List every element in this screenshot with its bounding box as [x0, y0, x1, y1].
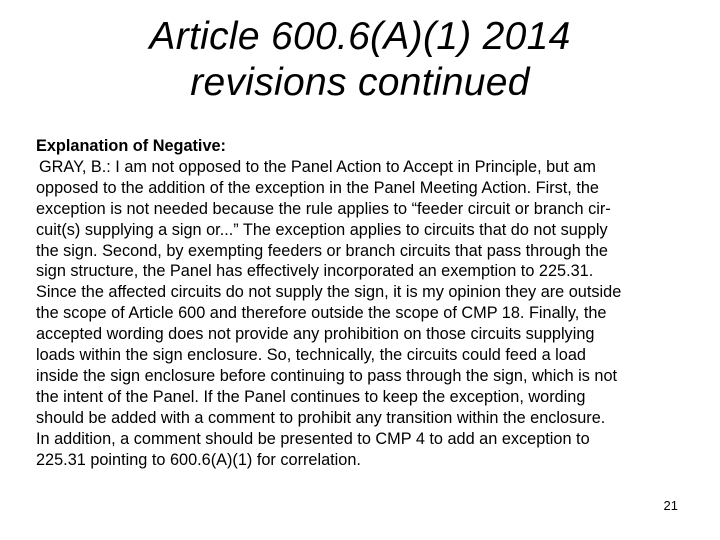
body-line: should be added with a comment to prohibit any transition within the enclosure. — [36, 408, 606, 427]
body-line: cuit(s) supplying a sign or...” The exception applies to circuits that do not supply — [36, 220, 608, 239]
title-line-2: revisions continued — [190, 61, 530, 104]
body-line: 225.31 pointing to 600.6(A)(1) for correlation. — [36, 450, 361, 469]
body-line: inside the sign enclosure before continuing to pass through the sign, which is not — [36, 366, 618, 385]
body-line: In addition, a comment should be presented to CMP 4 to add an exception to — [36, 429, 590, 448]
title-line-1: Article 600.6(A)(1) 2014 — [149, 15, 571, 58]
explanation-text — [36, 136, 696, 471]
body-line: the intent of the Panel. If the Panel continues to keep the exception, wording — [36, 387, 586, 406]
body-line: accepted wording does not provide any prohibition on those circuits supplying — [36, 325, 595, 344]
body-line: the sign. Second, by exempting feeders or branch circuits that pass through the — [36, 241, 608, 260]
body-line: GRAY, B.: I am not opposed to the Panel Action to Accept in Principle, but am — [39, 157, 596, 176]
body-line: the scope of Article 600 and therefore outside the scope of CMP 18. Finally, the — [36, 304, 607, 323]
page-number: 21 — [663, 498, 678, 513]
slide-title — [40, 14, 680, 106]
body-line: exception is not needed because the rule applies to “feeder circuit or branch cir- — [36, 199, 611, 218]
body-line: Since the affected circuits do not supply the sign, it is my opinion they are outside — [36, 283, 622, 302]
explanation-heading: Explanation of Negative: — [36, 137, 226, 155]
body-line: loads within the sign enclosure. So, technically, the circuits could feed a load — [36, 346, 586, 365]
body-line: sign structure, the Panel has effectively incorporated an exemption to 225.31. — [36, 262, 594, 281]
body-line: opposed to the addition of the exception in the Panel Meeting Action. First, the — [36, 178, 599, 197]
